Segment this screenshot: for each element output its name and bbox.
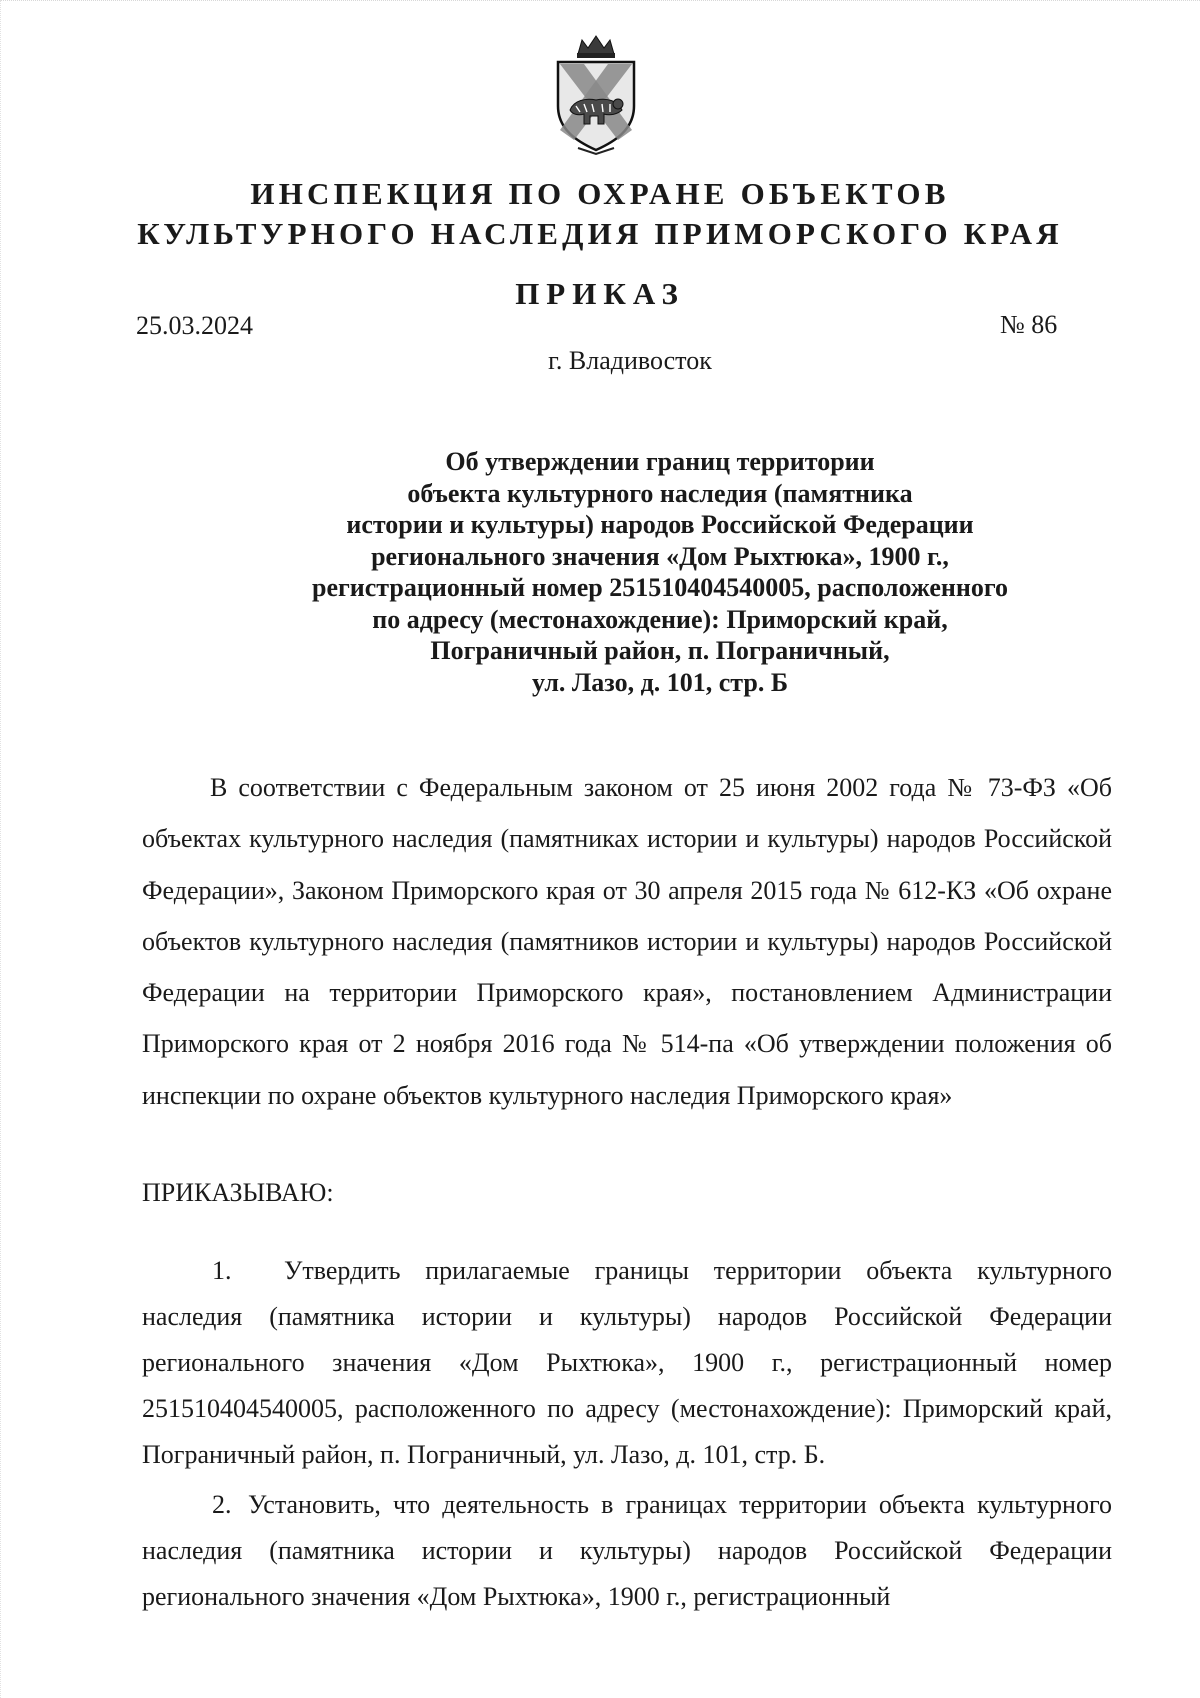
document-number: № 86 xyxy=(1000,310,1058,339)
item-text: Утвердить прилагаемые границы территории объекта культурного наследия (памятника истории и культуры) народов Российской Федерации регионального значения «Дом Рыхтюка», 1900 г., регистрационный номер 251510404540005, расположенного по адресу (местонахождение): Приморский край, Пограничный район, п. Пограничный, ул. Лазо, д. 101, стр. Б. xyxy=(142,1256,1112,1469)
item-number: 2. xyxy=(212,1490,232,1519)
subject-line: Об утверждении границ территории xyxy=(445,447,875,476)
item-text: Установить, что деятельность в границах территории объекта культурного наследия (памятника истории и культуры) народов Российской Федерации регионального значения «Дом Рыхтюка», 1900 г., регистрационный xyxy=(142,1490,1112,1611)
subject-line: по адресу (местонахождение): Приморский край, xyxy=(372,604,948,634)
item-number: 1. xyxy=(212,1256,232,1285)
subject-line: регионального значения «Дом Рыхтюка», 1900 г., xyxy=(371,541,949,571)
subject-line: истории и культуры) народов Российской Федерации xyxy=(346,510,974,539)
org-name-line-1: ИНСПЕКЦИЯ ПО ОХРАНЕ ОБЪЕКТОВ xyxy=(250,176,950,211)
order-item-1 xyxy=(142,1248,1112,1478)
order-item-2 xyxy=(142,1482,1112,1620)
order-word: ПРИКАЗЫВАЮ: xyxy=(142,1178,334,1207)
document-date: 25.03.2024 xyxy=(136,311,253,340)
legal-basis-paragraph: В соответствии с Федеральным законом от 25 июня 2002 года № 73-ФЗ «Об объектах культурного наследия (памятниках истории и культуры) народов Российской Федерации», Законом Приморского края от 30 апреля 2015 года № 612-КЗ «Об охране объектов культурного наследия (памятников истории и культуры) народов Российской Федерации на территории Приморского края», постановлением Администрации Приморского края от 2 ноября 2016 года № 514-па «Об утверждении положения об инспекции по охране объектов культурного наследия Приморского края» xyxy=(142,773,1112,1110)
subject-line: ул. Лазо, д. 101, стр. Б xyxy=(531,667,789,697)
subject-line: Пограничный район, п. Пограничный, xyxy=(430,636,890,665)
primorsky-krai-coat-of-arms-icon xyxy=(548,34,644,156)
org-name-line-2: КУЛЬТУРНОГО НАСЛЕДИЯ ПРИМОРСКОГО КРАЯ xyxy=(137,216,1063,251)
subject-line: объекта культурного наследия (памятника xyxy=(407,478,913,508)
subject-line: регистрационный номер 251510404540005, расположенного xyxy=(311,573,1009,602)
document-city: г. Владивосток xyxy=(548,346,712,375)
document-type-title: ПРИКАЗ xyxy=(515,276,685,311)
document-subject xyxy=(230,446,1090,698)
